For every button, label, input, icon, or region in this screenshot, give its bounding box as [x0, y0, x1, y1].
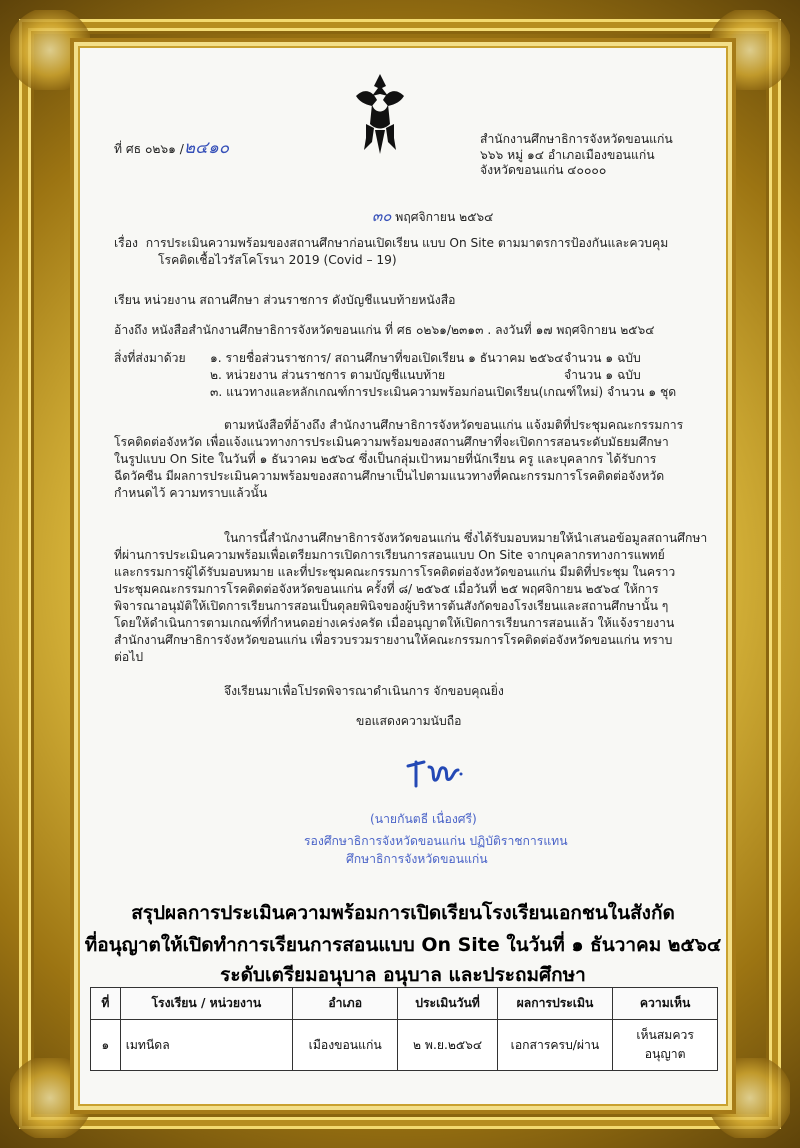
summary-table [90, 987, 718, 1071]
table-cell: เอกสารครบ/ผ่าน [497, 1020, 613, 1071]
summary-title: ที่อนุญาตให้เปิดทำการเรียนการสอนแบบ On Site ในวันที่ ๑ ธันวาคม ๒๕๖๔ [84, 934, 722, 956]
regards-line: ขอแสดงความนับถือ [356, 714, 462, 728]
paragraph-line: ที่ผ่านการประเมินความพร้อมเพื่อเตรียมการเปิดการเรียนการสอนแบบ On Site จากบุคลากรทางการแพทย์ [114, 548, 665, 562]
subject-line: เรื่อง การประเมินความพร้อมของสถานศึกษาก่อนเปิดเรียน แบบ On Site ตามมาตรการป้องกันและควบคุม [114, 236, 669, 250]
paragraph-line: โดยให้ดำเนินการตามเกณฑ์ที่กำหนดอย่างเคร่งครัด เมื่ออนุญาตให้เปิดการเรียนการสอนแล้ว ให้แจ้งรายงาน [114, 616, 675, 630]
subject-line-2: โรคติดเชื้อไวรัสโคโรนา 2019 (Covid – 19) [158, 253, 397, 267]
enclosure-qty: จำนวน ๑ ฉบับ [564, 368, 641, 382]
office-address: สำนักงานศึกษาธิการจังหวัดขอนแก่น ๖๖๖ หมู่ ๑๔ อำเภอเมืองขอนแก่น จังหวัดขอนแก่น ๔๐๐๐๐ [480, 132, 673, 178]
table-cell: ๑ [91, 1020, 121, 1071]
table-header-cell: อำเภอ [292, 988, 397, 1020]
enclosure-item: ๓. แนวทางและหลักเกณฑ์การประเมินความพร้อมก่อนเปิดเรียน(เกณฑ์ใหม่) จำนวน ๑ ชุด [210, 385, 677, 399]
table-header-cell: ผลการประเมิน [497, 988, 613, 1020]
reference-line: อ้างถึง หนังสือสำนักงานศึกษาธิการจังหวัดขอนแก่น ที่ ศธ ๐๒๖๑/๒๓๑๓ . ลงวันที่ ๑๗ พฤศจิกายน ๒๕๖๔ [114, 323, 655, 337]
enclosure-qty: จำนวน ๑ ฉบับ [564, 351, 641, 365]
table-header-cell: โรงเรียน / หน่วยงาน [120, 988, 292, 1020]
recipient-line: เรียน หน่วยงาน สถานศึกษา ส่วนราชการ ดังบัญชีแนบท้ายหนังสือ [114, 293, 456, 307]
enclosure-item: ๒. หน่วยงาน ส่วนราชการ ตามบัญชีแนบท้าย [210, 368, 446, 382]
reference-number: ที่ ศธ ๐๒๖๑ /๒๔๑๐ [114, 138, 230, 158]
table-header-cell: ประเมินวันที่ [398, 988, 497, 1020]
paragraph-line: ในรูปแบบ On Site ในวันที่ ๑ ธันวาคม ๒๕๖๔ ซึ่งเป็นกลุ่มเป้าหมายที่นักเรียน ครู และบุคลากร ได้รับการ [114, 452, 657, 466]
summary-title: สรุปผลการประเมินความพร้อมการเปิดเรียนโรงเรียนเอกชนในสังกัด [131, 902, 675, 924]
paragraph-line: สำนักงานศึกษาธิการจังหวัดขอนแก่น เพื่อรวบรวมรายงานให้คณะกรรมการโรคติดต่อจังหวัดขอนแก่น ทราบ [114, 633, 673, 647]
table-cell: เมืองขอนแก่น [292, 1020, 397, 1071]
paragraph-line: ฉีดวัคซีน มีผลการประเมินความพร้อมของสถานศึกษาเป็นไปตามแนวทางที่คณะกรรมการโรคติดต่อจังหวัด [114, 469, 665, 483]
document-paper [78, 46, 728, 1106]
signature-icon [398, 748, 472, 800]
paragraph-line: ในการนี้สำนักงานศึกษาธิการจังหวัดขอนแก่น ซึ่งได้รับมอบหมายให้นำเสนอข้อมูลสถานศึกษา [224, 531, 708, 545]
table-cell: ๒ พ.ย.๒๕๖๔ [398, 1020, 497, 1071]
paragraph-line: ตามหนังสือที่อ้างถึง สำนักงานศึกษาธิการจังหวัดขอนแก่น แจ้งมติที่ประชุมคณะกรรมการ [224, 418, 684, 432]
paragraph-line: ต่อไป [114, 650, 144, 664]
paragraph-line: พิจารณาอนุมัติให้เปิดการเรียนการสอนเป็นดุลยพินิจของผู้บริหารต้นสังกัดของโรงเรียนและสถานศึกษานั้น ๆ [114, 599, 669, 613]
table-cell: เมทนีดล [120, 1020, 292, 1071]
signatory-position: รองศึกษาธิการจังหวัดขอนแก่น ปฏิบัติราชการแทน [304, 834, 568, 848]
table-header-cell: ที่ [91, 988, 121, 1020]
table-header-row [91, 988, 718, 1020]
enclosure-label: สิ่งที่ส่งมาด้วย [114, 351, 186, 365]
letter-date: ๓๐ พฤศจิกายน ๒๕๖๔ [372, 207, 494, 225]
paragraph-line: ประชุมคณะกรรมการโรคติดต่อจังหวัดขอนแก่น ครั้งที่ ๘/ ๒๕๖๕ เมื่อวันที่ ๒๕ พฤศจิกายน ๒๕๖๔ ให้การ [114, 582, 659, 596]
table-header-cell: ความเห็น [613, 988, 718, 1020]
table-row [91, 1020, 718, 1071]
enclosure-item: ๑. รายชื่อส่วนราชการ/ สถานศึกษาที่ขอเปิดเรียน ๑ ธันวาคม ๒๕๖๔ [210, 351, 564, 365]
handwritten-ref-number: ๒๔๑๐ [183, 138, 230, 158]
table-cell: เห็นสมควรอนุญาต [613, 1020, 718, 1071]
official-letter [80, 48, 726, 1104]
paragraph-line: กำหนดไว้ ความทราบแล้วนั้น [114, 486, 268, 500]
closing-line: จึงเรียนมาเพื่อโปรดพิจารณาดำเนินการ จักขอบคุณยิ่ง [224, 684, 504, 698]
paragraph-line: และกรรมการผู้ได้รับมอบหมาย และที่ประชุมคณะกรรมการโรคติดต่อจังหวัดขอนแก่น มีมติที่ประชุม ในคราว [114, 565, 676, 579]
summary-title: ระดับเตรียมอนุบาล อนุบาล และประถมศึกษา [220, 964, 586, 986]
signatory-position: ศึกษาธิการจังหวัดขอนแก่น [346, 852, 488, 866]
signatory-name: (นายกันตธี เนื่องศรี) [370, 812, 477, 826]
paragraph-line: โรคติดต่อจังหวัด เพื่อแจ้งแนวทางการประเมินความพร้อมของสถานศึกษาที่จะเปิดการสอนระดับมัธยมศึกษา [114, 435, 669, 449]
